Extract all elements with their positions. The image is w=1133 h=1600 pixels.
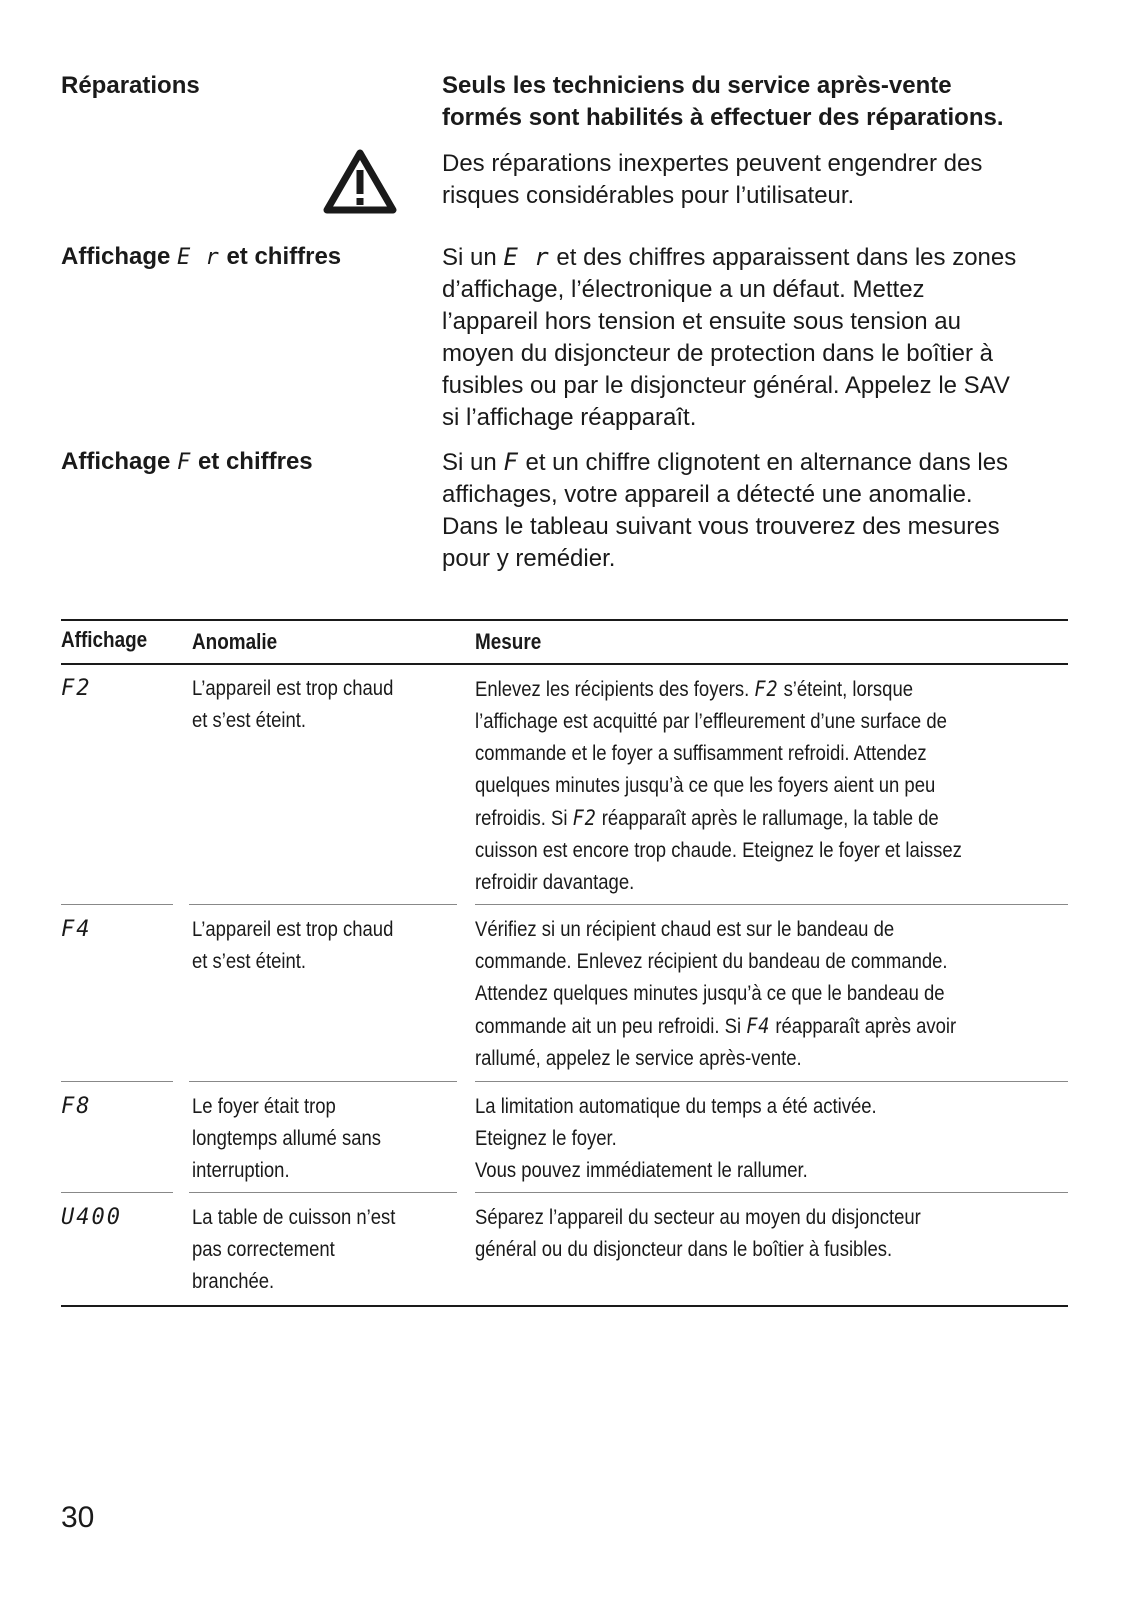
measure-line: cuisson est encore trop chaude. Eteignez le foyer et laissez [475,839,962,862]
row-measure [475,1202,1060,1266]
f-line-suffix: et un chiffre clignotent en alternance dans les [525,449,1009,476]
measure-line: l’affichage est acquitté par l’effleurement d’une surface de [475,710,947,733]
row-anomaly [192,1091,456,1187]
header-measure: Mesure [475,629,542,654]
measure-code: F2 [754,677,779,701]
measure-line: Vous pouvez immédiatement le rallumer. [475,1159,808,1182]
row-anomaly [192,1202,456,1298]
anomaly-line: interruption. [192,1159,290,1182]
row-divider [189,1192,457,1193]
measure-line: commande et le foyer a suffisamment refroidi. Attendez [475,742,927,765]
table-top-rule [61,619,1068,621]
measure-text: Enlevez les récipients des foyers. [475,678,750,701]
row-divider [189,904,457,905]
repairs-warning-line: risques considérables pour l’utilisateur. [442,182,855,209]
anomaly-line: L’appareil est trop chaud [192,677,394,700]
er-line-suffix: et des chiffres apparaissent dans les zones [556,244,1017,271]
table-bottom-rule [61,1305,1068,1307]
row-code: U400 [61,1205,122,1230]
measure-text: réapparaît après le rallumage, la table de [601,807,939,830]
anomaly-line: et s’est éteint. [192,709,307,732]
f-description-line: affichages, votre appareil a détecté une anomalie. [442,481,973,508]
measure-text: s’éteint, lorsque [783,678,914,701]
row-divider [189,1081,457,1082]
measure-line: Eteignez le foyer. [475,1127,617,1150]
anomaly-line: Le foyer était trop [192,1095,336,1118]
measure-line: Attendez quelques minutes jusqu’à ce que le bandeau de [475,982,945,1005]
f-display-label [61,446,313,479]
warning-triangle-icon [323,148,397,214]
anomaly-line: et s’est éteint. [192,950,307,973]
repairs-heading [442,70,1092,134]
measure-code: F2 [572,806,597,830]
measure-line: La limitation automatique du temps a été activée. [475,1095,877,1118]
measure-line: commande. Enlevez récipient du bandeau de commande. [475,950,948,973]
measure-line: quelques minutes jusqu’à ce que les foyers aient un peu [475,774,936,797]
er-description-line: moyen du disjoncteur de protection dans le boîtier à [442,340,994,367]
f-description [442,446,1092,575]
repairs-warning-line: Des réparations inexpertes peuvent engendrer des [442,150,983,177]
repairs-heading-line: Seuls les techniciens du service après-vente [442,72,952,99]
measure-line [475,802,1060,835]
f-label-prefix: Affichage [61,448,171,475]
row-anomaly [192,673,456,737]
measure-line: Séparez l’appareil du secteur au moyen du disjoncteur [475,1206,921,1229]
repairs-warning [442,148,1092,212]
row-measure [475,914,1060,1075]
row-divider [61,1192,173,1193]
anomaly-line: pas correctement [192,1238,335,1261]
row-divider [475,904,1068,905]
er-description-line: l’appareil hors tension et ensuite sous tension au [442,308,961,335]
anomaly-line: branchée. [192,1270,275,1293]
row-code: F8 [61,1094,92,1119]
f-description-line: Dans le tableau suivant vous trouverez des mesures [442,513,1000,540]
er-label-prefix: Affichage [61,243,171,270]
row-measure [475,1091,1060,1187]
er-description [442,241,1092,434]
measure-code: F4 [746,1014,771,1038]
measure-line: rallumé, appelez le service après-vente. [475,1047,802,1070]
row-divider [61,1081,173,1082]
f-line-prefix: Si un [442,449,497,476]
er-code: E r [503,243,550,271]
measure-text: réapparaît après avoir [775,1015,957,1038]
row-divider [475,1192,1068,1193]
f-code: F [177,450,192,475]
anomaly-line: L’appareil est trop chaud [192,918,394,941]
f-code: F [503,448,519,476]
measure-line: refroidir davantage. [475,871,635,894]
repairs-heading-line: formés sont habilités à effectuer des réparations. [442,104,1004,131]
er-label-suffix: et chiffres [226,243,342,270]
measure-line: Vérifiez si un récipient chaud est sur le bandeau de [475,918,895,941]
measure-text: refroidis. Si [475,807,568,830]
row-divider [475,1081,1068,1082]
row-divider [61,904,173,905]
er-line-prefix: Si un [442,244,497,271]
f-description-line [442,446,1092,479]
table-header-rule [61,663,1068,665]
anomaly-line: La table de cuisson n’est [192,1206,396,1229]
row-code: F4 [61,917,92,942]
er-description-line: si l’affichage réapparaît. [442,404,697,431]
page-number: 30 [61,1501,95,1534]
header-anomaly: Anomalie [192,629,278,654]
repairs-label: Réparations [61,72,200,99]
measure-line [475,1010,1060,1043]
measure-line: général ou du disjoncteur dans le boîtier à fusibles. [475,1238,893,1261]
row-anomaly [192,914,456,978]
measure-text: commande ait un peu refroidi. Si [475,1015,742,1038]
anomaly-line: longtemps allumé sans [192,1127,382,1150]
er-description-line [442,241,1092,274]
measure-line [475,673,1060,706]
row-code: F2 [61,676,92,701]
er-display-label [61,241,341,274]
er-description-line: d’affichage, l’électronique a un défaut. Mettez [442,276,925,303]
f-description-line: pour y remédier. [442,545,616,572]
er-description-line: fusibles ou par le disjoncteur général. Appelez le SAV [442,372,1010,399]
f-label-suffix: et chiffres [197,448,313,475]
row-measure [475,673,1060,899]
header-display: Affichage [61,627,148,652]
er-code: E r [177,245,220,270]
